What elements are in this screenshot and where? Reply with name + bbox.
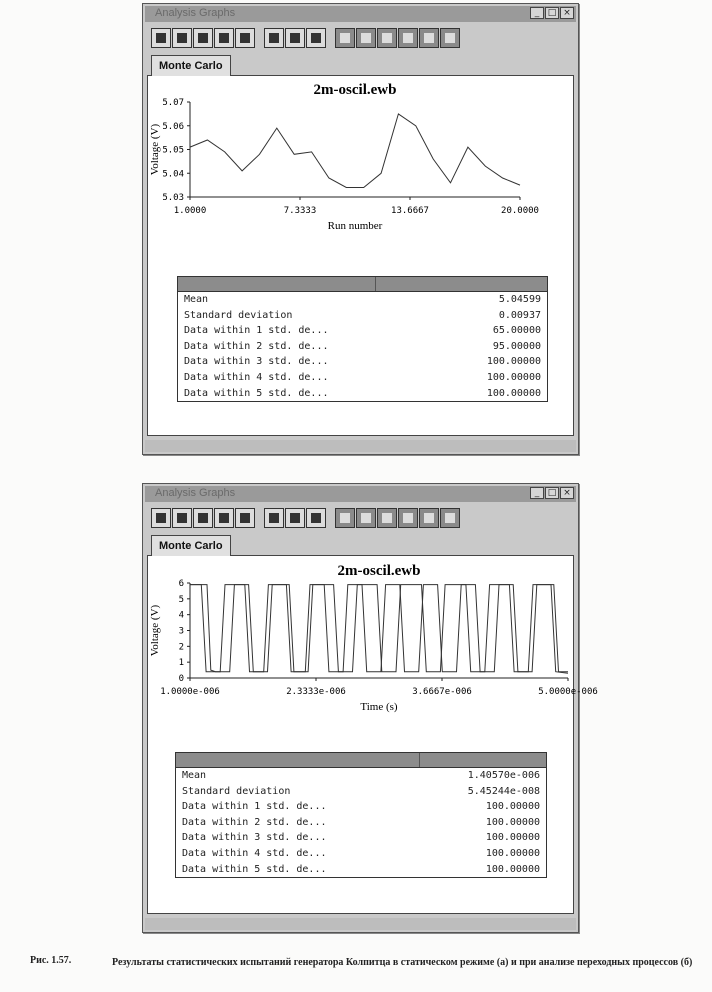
x-tick-label: 13.6667 [391,206,429,216]
series-line [190,585,568,672]
stat-value: 100.00000 [486,356,541,368]
save-icon[interactable] [193,508,213,528]
stat-row [176,799,546,815]
statistics-table [175,752,547,878]
y-tick-label: 5.04 [162,169,184,180]
y-tick-label: 5.05 [162,145,184,156]
close-button[interactable]: × [560,487,574,499]
stat-label: Data within 3 std. de... [184,356,329,368]
stat-row [178,370,547,386]
stat-value: 100.00000 [486,387,541,399]
statistics-table [177,276,548,402]
open-icon[interactable] [172,28,192,48]
new-icon[interactable] [151,28,171,48]
stat-row [178,354,547,370]
stat-value: 5.45244e-008 [467,785,540,797]
stat-row [176,862,546,878]
x-tick-label: 20.0000 [501,206,539,216]
x-tick-label: 1.0000e-006 [160,687,220,697]
cursor-icon[interactable] [398,508,418,528]
stat-value: 0.00937 [498,309,541,321]
x-axis-label: Run number [327,220,383,232]
stat-label: Data within 1 std. de... [184,325,329,337]
stat-label: Data within 2 std. de... [184,340,329,352]
stat-value: 95.00000 [492,340,541,352]
zoom-icon[interactable] [419,28,439,48]
paste-icon[interactable] [306,508,326,528]
open-icon[interactable] [172,508,192,528]
x-tick-label: 7.3333 [283,206,317,216]
stat-label: Standard deviation [182,785,291,797]
status-bar [145,918,576,930]
preview-icon[interactable] [235,28,255,48]
stat-row [178,308,547,324]
stat-row [178,339,547,355]
stat-value: 65.00000 [492,325,541,337]
close-button[interactable]: × [560,7,574,19]
stat-value: 100.00000 [485,832,540,844]
properties-icon[interactable] [335,508,355,528]
stat-label: Mean [184,294,209,305]
legend-icon[interactable] [377,508,397,528]
monte-carlo-chart [148,76,573,266]
color-icon[interactable] [440,508,460,528]
stat-label: Data within 5 std. de... [182,863,327,875]
chart-title: 2m-oscil.ewb [337,563,421,579]
x-tick-label: 5.0000e-006 [538,687,598,697]
grid-icon[interactable] [356,508,376,528]
stat-row [176,768,546,784]
monte-carlo-chart [148,556,598,746]
paste-icon[interactable] [306,28,326,48]
chart-title: 2m-oscil.ewb [313,82,397,98]
x-axis-label: Time (s) [360,701,398,713]
legend-icon[interactable] [377,28,397,48]
stat-label: Standard deviation [184,309,293,321]
y-tick-label: 5 [178,594,184,605]
title-bar[interactable] [145,6,576,22]
tab-monte-carlo[interactable]: Monte Carlo [151,55,231,76]
caption-number: Рис. 1.57. [30,955,72,966]
statistics-header [176,753,546,768]
minimize-button[interactable]: _ [530,7,544,19]
cursor-icon[interactable] [398,28,418,48]
x-tick-label: 1.0000 [173,206,207,216]
stat-row [178,323,547,339]
y-tick-label: 5.03 [162,193,184,203]
status-bar [145,440,576,452]
stat-row [176,846,546,862]
stat-value: 100.00000 [485,847,540,859]
cut-icon[interactable] [264,508,284,528]
stat-label: Data within 5 std. de... [184,387,329,399]
y-tick-label: 2 [178,642,184,653]
stat-label: Data within 3 std. de... [182,832,327,844]
caption-text: Результаты статистических испытаний генератора Колпитца в статическом режиме (а) и при анализе переходных процессов (б) [112,957,693,968]
y-axis-label: Voltage (V) [149,123,161,176]
maximize-button[interactable]: □ [545,7,559,19]
graph-pane [147,75,574,436]
title-bar[interactable] [145,486,576,502]
y-tick-label: 0 [178,674,184,684]
print-icon[interactable] [214,508,234,528]
y-tick-label: 5.07 [162,98,184,108]
x-tick-label: 2.3333e-006 [286,687,346,697]
stat-value: 100.00000 [486,371,541,383]
toolbar [151,508,460,530]
series-line [190,114,520,188]
print-icon[interactable] [214,28,234,48]
grid-icon[interactable] [356,28,376,48]
y-tick-label: 4 [178,610,184,621]
analysis-graphs-window-b [142,483,598,933]
stat-label: Data within 1 std. de... [182,801,327,813]
stat-label: Data within 4 std. de... [182,847,327,859]
save-icon[interactable] [193,28,213,48]
stat-row [176,830,546,846]
color-icon[interactable] [440,28,460,48]
stat-label: Data within 4 std. de... [184,371,329,383]
new-icon[interactable] [151,508,171,528]
stat-row [178,386,547,402]
graph-pane [147,555,598,914]
y-tick-label: 3 [178,626,184,637]
stat-label: Data within 2 std. de... [182,816,327,828]
window-title: Analysis Graphs [155,487,236,499]
stat-value: 100.00000 [485,863,540,875]
maximize-button[interactable]: □ [545,487,559,499]
minimize-button[interactable]: _ [530,487,544,499]
stat-value: 5.04599 [498,294,541,305]
stat-value: 1.40570e-006 [467,770,540,781]
y-tick-label: 1 [178,658,184,669]
stat-row [178,292,547,308]
toolbar [151,28,460,50]
x-tick-label: 3.6667e-006 [412,687,472,697]
copy-icon[interactable] [285,508,305,528]
stat-label: Mean [182,770,207,781]
copy-icon[interactable] [285,28,305,48]
preview-icon[interactable] [235,508,255,528]
y-axis-label: Voltage (V) [149,604,161,657]
tab-monte-carlo[interactable]: Monte Carlo [151,535,231,556]
stat-row [176,784,546,800]
analysis-graphs-window-a [142,3,579,455]
window-title: Analysis Graphs [155,7,236,19]
stat-row [176,815,546,831]
statistics-header [178,277,547,292]
cut-icon[interactable] [264,28,284,48]
stat-value: 100.00000 [485,801,540,813]
y-tick-label: 5.06 [162,121,184,132]
properties-icon[interactable] [335,28,355,48]
y-tick-label: 6 [178,579,184,589]
stat-value: 100.00000 [485,816,540,828]
zoom-icon[interactable] [419,508,439,528]
